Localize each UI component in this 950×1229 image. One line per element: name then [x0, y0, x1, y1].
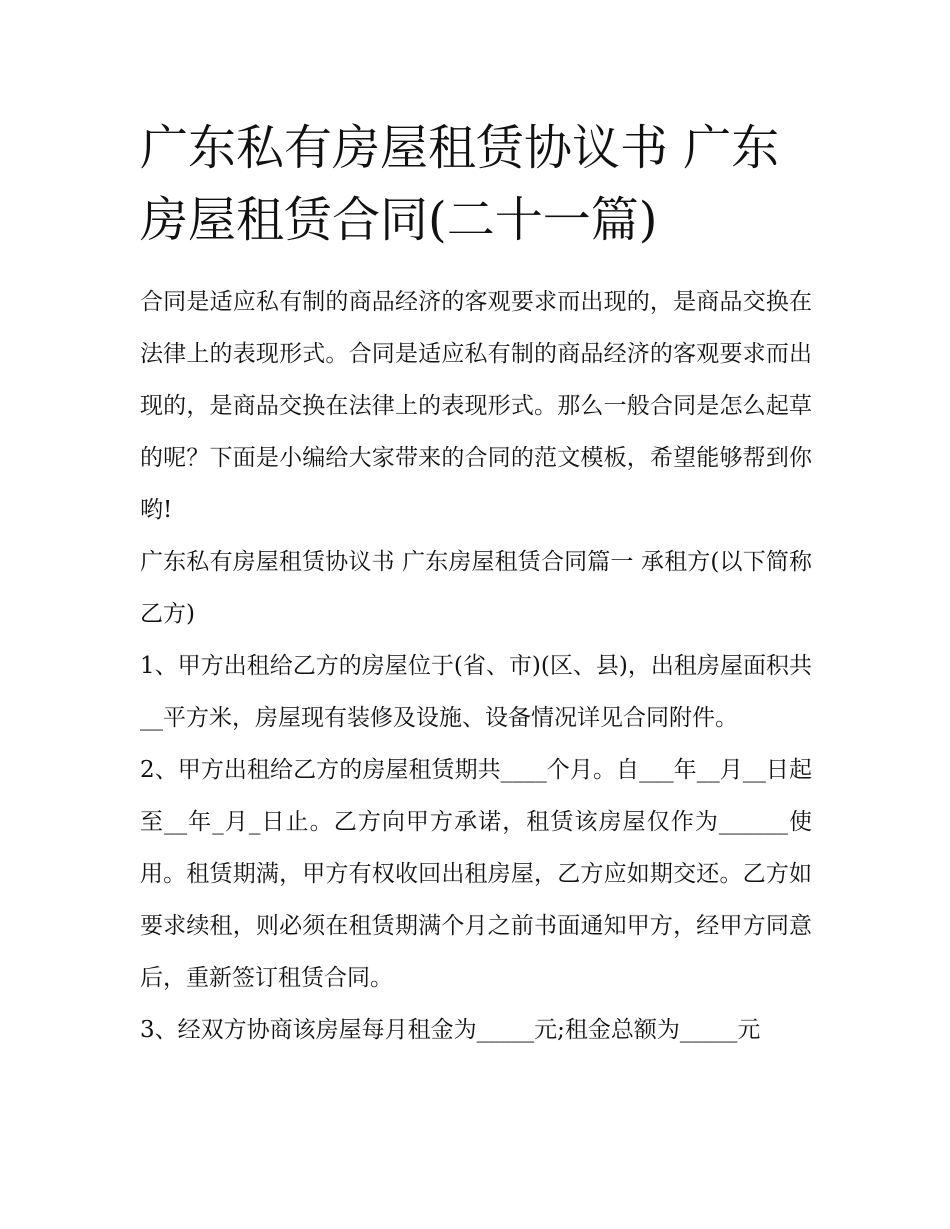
intro-paragraph: 合同是适应私有制的商品经济的客观要求而出现的，是商品交换在法律上的表现形式。合同是适应私有制的商品经济的客观要求而出现的，是商品交换在法律上的表现形式。那么一般合同是怎么起草的呢？下面是小编给大家带来的合同的范文模板，希望能够帮到你哟!: [140, 289, 812, 523]
document-title: 广东私有房屋租赁协议书 广东房屋租赁合同(二十一篇): [140, 120, 780, 248]
clause-1-paragraph: 1、甲方出租给乙方的房屋位于(省、市)(区、县)，出租房屋面积共__平方米，房屋现有装修及设施、设备情况详见合同附件。: [140, 653, 812, 731]
clause-3-paragraph: 3、经双方协商该房屋每月租金为_____元;租金总额为_____元: [140, 1017, 761, 1043]
section-heading-paragraph: 广东私有房屋租赁协议书 广东房屋租赁合同篇一 承租方(以下简称乙方): [140, 549, 812, 627]
clause-2-paragraph: 2、甲方出租给乙方的房屋租赁期共____个月。自___年__月__日起至__年_月_日止。乙方向甲方承诺，租赁该房屋仅作为______使用。租赁期满，甲方有权收回出租房屋，乙方应如期交还。乙方如要求续租，则必须在租赁期满个月之前书面通知甲方，经甲方同意后，重新签订租赁合同。: [140, 757, 812, 991]
document-page: [140, 112, 812, 1056]
